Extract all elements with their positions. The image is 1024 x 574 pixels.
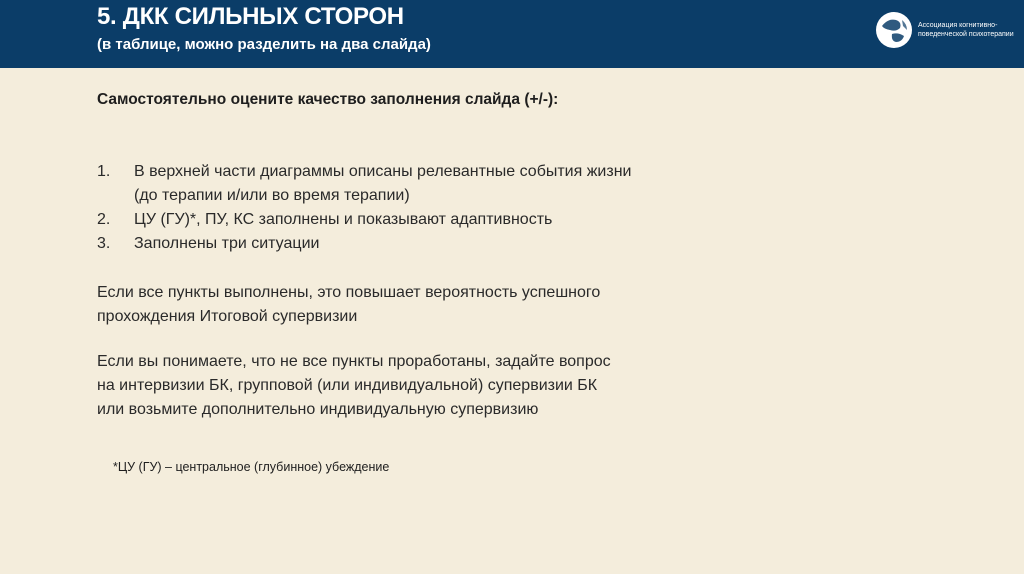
list-item: [97, 160, 631, 208]
assessment-prompt: Самостоятельно оцените качество заполнения слайда (+/-):: [97, 91, 559, 108]
slide-title: 5. ДКК СИЛЬНЫХ СТОРОН: [97, 3, 404, 30]
logo-text: Ассоциация когнитивно-поведенческой психотерапии: [918, 22, 1014, 38]
criteria-list: [97, 160, 631, 256]
success-paragraph: Если все пункты выполнены, это повышает вероятность успешного прохождения Итоговой супервизии: [97, 284, 601, 325]
list-item-text: Заполнены три ситуации: [134, 235, 320, 252]
header-bar: [0, 0, 1024, 68]
list-item-number: 3.: [97, 235, 111, 252]
association-logo: [876, 12, 1024, 48]
list-item-number: 2.: [97, 211, 111, 228]
globe-logo-icon: [876, 12, 912, 48]
list-item-number: 1.: [97, 163, 111, 180]
list-item-text: ЦУ (ГУ)*, ПУ, КС заполнены и показывают адаптивность: [134, 211, 553, 228]
advice-paragraph: Если вы понимаете, что не все пункты проработаны, задайте вопрос на интервизии БК, групповой (или индивидуальной) супервизии БК или возьмите дополнительно индивидуальную супервизию: [97, 353, 611, 418]
list-item: [97, 232, 631, 256]
list-item-text: В верхней части диаграммы описаны релевантные события жизни (до терапии и/или во время терапии): [134, 163, 632, 204]
footnote: *ЦУ (ГУ) – центральное (глубинное) убеждение: [113, 460, 390, 474]
list-item: [97, 208, 631, 232]
slide-subtitle: (в таблице, можно разделить на два слайда): [97, 36, 431, 53]
